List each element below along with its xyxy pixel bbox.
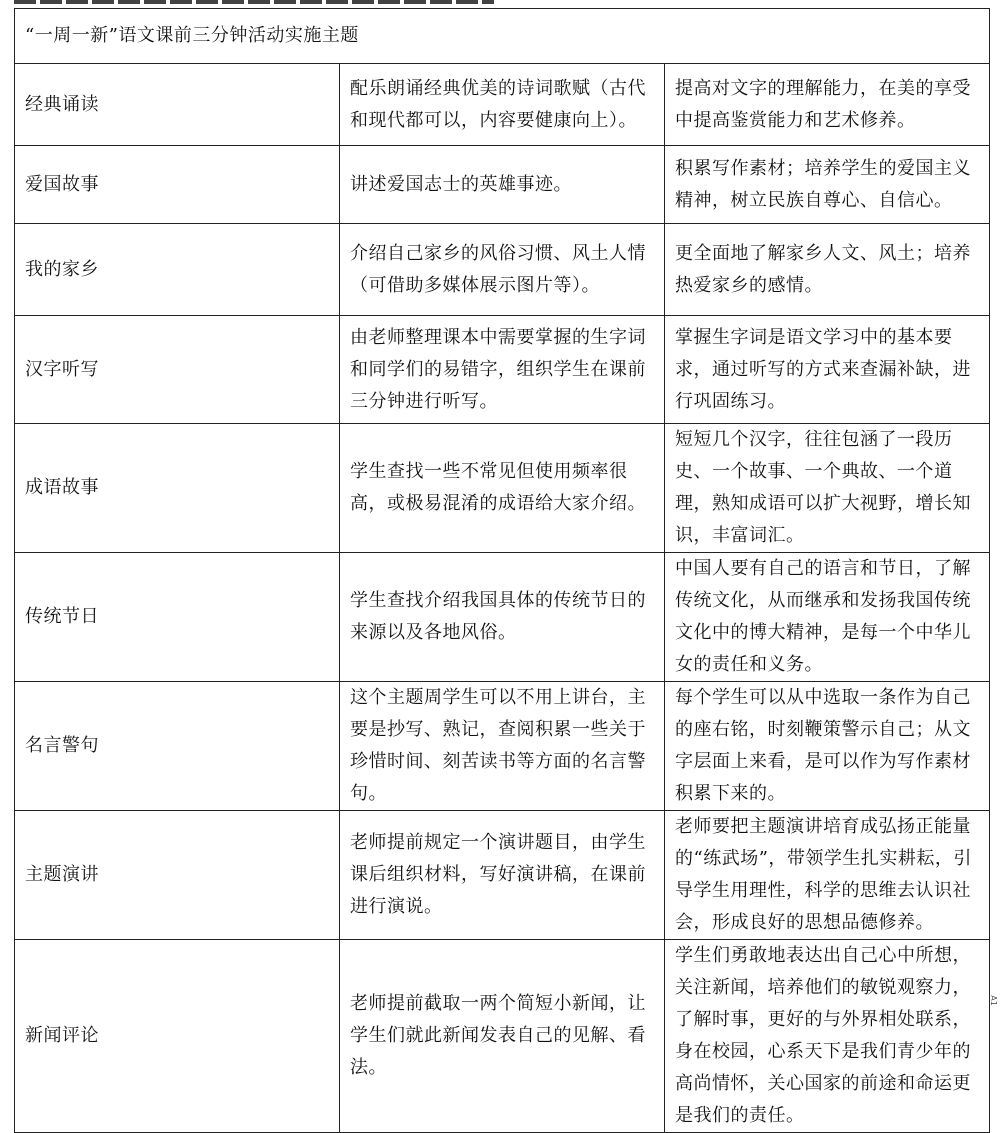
purpose-cell: 更全面地了解家乡人文、风土；培养热爱家乡的感情。 — [665, 224, 990, 316]
theme-cell: 爱国故事 — [15, 146, 340, 224]
table-row — [15, 682, 990, 811]
theme-cell: 我的家乡 — [15, 224, 340, 316]
table-row — [15, 146, 990, 224]
purpose-cell: 短短几个汉字，往往包涵了一段历史、一个故事、一个典故、一个道理，熟知成语可以扩大视野，增长知识，丰富词汇。 — [665, 424, 990, 553]
purpose-cell: 老师要把主题演讲培育成弘扬正能量的“练武场”，带领学生扎实耕耘，引导学生用理性，科学的思维去认识社会，形成良好的思想品德修养。 — [665, 811, 990, 940]
content-cell: 老师提前截取一两个简短小新闻，让学生们就此新闻发表自己的见解、看法。 — [340, 940, 665, 1133]
table-row — [15, 316, 990, 424]
table-row — [15, 940, 990, 1133]
table-row — [15, 224, 990, 316]
content-cell: 配乐朗诵经典优美的诗词歌赋（古代和现代都可以，内容要健康向上）。 — [340, 64, 665, 146]
theme-cell: 汉字听写 — [15, 316, 340, 424]
table-row — [15, 64, 990, 146]
theme-cell: 主题演讲 — [15, 811, 340, 940]
table-row — [15, 424, 990, 553]
theme-cell: 经典诵读 — [15, 64, 340, 146]
theme-cell: 传统节日 — [15, 553, 340, 682]
content-cell: 老师提前规定一个演讲题目，由学生课后组织材料，写好演讲稿，在课前进行演说。 — [340, 811, 665, 940]
purpose-cell: 每个学生可以从中选取一条作为自己的座右铭，时刻鞭策警示自己；从文字层面上来看，是可以作为写作素材积累下来的。 — [665, 682, 990, 811]
content-cell: 学生查找一些不常见但使用频率很高，或极易混淆的成语给大家介绍。 — [340, 424, 665, 553]
theme-cell: 名言警句 — [15, 682, 340, 811]
purpose-cell: 掌握生字词是语文学习中的基本要求，通过听写的方式来查漏补缺，进行巩固练习。 — [665, 316, 990, 424]
theme-cell: 成语故事 — [15, 424, 340, 553]
table-title: “一周一新”语文课前三分钟活动实施主题 — [15, 9, 990, 64]
activity-theme-table — [14, 8, 990, 1133]
content-cell: 这个主题周学生可以不用上讲台，主要是抄写、熟记，查阅积累一些关于珍惜时间、刻苦读书等方面的名言警句。 — [340, 682, 665, 811]
table-row — [15, 811, 990, 940]
purpose-cell: 积累写作素材；培养学生的爱国主义精神，树立民族自尊心、自信心。 — [665, 146, 990, 224]
table-title-row — [15, 9, 990, 64]
theme-cell: 新闻评论 — [15, 940, 340, 1133]
content-cell: 讲述爱国志士的英雄事迹。 — [340, 146, 665, 224]
table-row — [15, 553, 990, 682]
content-cell: 介绍自己家乡的风俗习惯、风土人情（可借助多媒体展示图片等）。 — [340, 224, 665, 316]
content-cell: 学生查找介绍我国具体的传统节日的来源以及各地风俗。 — [340, 553, 665, 682]
cropped-top-text-line — [14, 0, 494, 4]
purpose-cell: 学生们勇敢地表达出自己心中所想，关注新闻，培养他们的敏锐观察力，了解时事，更好的与外界相处联系，身在校园，心系天下是我们青少年的高尚情怀，关心国家的前途和命运更是我们的责任。 — [665, 940, 990, 1133]
page-edge-mark: A1 — [989, 995, 999, 1006]
purpose-cell: 中国人要有自己的语言和节日，了解传统文化，从而继承和发扬我国传统文化中的博大精神，是每一个中华儿女的责任和义务。 — [665, 553, 990, 682]
content-cell: 由老师整理课本中需要掌握的生字词和同学们的易错字，组织学生在课前三分钟进行听写。 — [340, 316, 665, 424]
purpose-cell: 提高对文字的理解能力，在美的享受中提高鉴赏能力和艺术修养。 — [665, 64, 990, 146]
